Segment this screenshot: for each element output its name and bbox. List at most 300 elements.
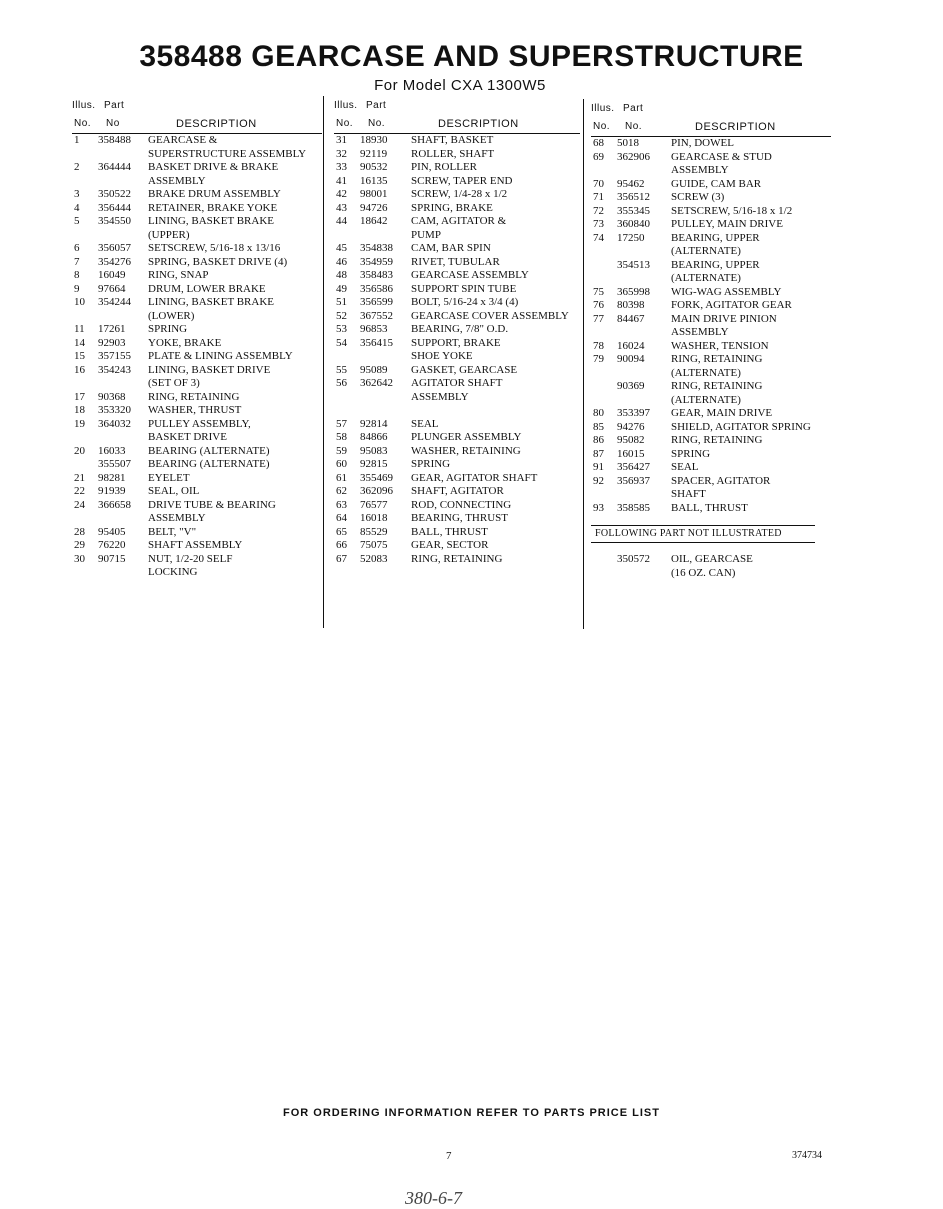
part-number: 356415	[360, 336, 393, 349]
illus-number: 20	[74, 444, 85, 457]
part-number: 364032	[98, 417, 131, 430]
part-description: PLATE & LINING ASSEMBLY	[148, 350, 293, 362]
part-number: 90094	[617, 353, 645, 365]
illus-number: 76	[593, 299, 604, 311]
table-row	[591, 448, 831, 462]
table-row	[72, 445, 322, 459]
column-divider	[323, 96, 324, 628]
part-description: CAM, AGITATOR &	[411, 215, 507, 227]
table-row	[334, 445, 580, 459]
illus-number: 75	[593, 285, 604, 298]
table-row	[591, 434, 831, 448]
part-description: ASSEMBLY	[671, 164, 729, 176]
part-description: CAM, BAR SPIN	[411, 242, 491, 254]
part-number: 95089	[360, 363, 388, 376]
table-row	[334, 215, 580, 229]
table-row	[72, 256, 322, 270]
illus-number: 28	[74, 525, 85, 538]
part-number: 356586	[360, 282, 393, 295]
part-number: 358488	[98, 134, 131, 146]
part-number: 96853	[360, 323, 388, 335]
table-row	[591, 205, 831, 219]
part-description: PLUNGER ASSEMBLY	[411, 431, 522, 443]
illus-number: 53	[336, 323, 347, 335]
part-description: BEARING, THRUST	[411, 512, 508, 524]
table-row	[72, 391, 322, 405]
table-row	[334, 418, 580, 432]
table-row	[72, 526, 322, 540]
illus-number: 55	[336, 363, 347, 376]
table-row	[591, 326, 831, 340]
table-row	[591, 407, 831, 421]
page-subtitle: For Model CXA 1300W5	[374, 77, 546, 94]
part-description: BASKET DRIVE & BRAKE	[148, 161, 279, 173]
part-number: 90369	[617, 380, 645, 392]
table-row	[334, 188, 580, 202]
header-part-no: No	[106, 118, 120, 129]
table-row	[591, 232, 831, 246]
part-number: 354550	[98, 215, 131, 227]
table-row	[72, 472, 322, 486]
part-number: 360840	[617, 218, 650, 230]
table-row	[72, 485, 322, 499]
table-row	[334, 364, 580, 378]
part-number: 90532	[360, 161, 388, 173]
part-number: 355469	[360, 471, 393, 484]
part-description: (SET OF 3)	[148, 377, 200, 389]
part-number: 91939	[98, 485, 126, 497]
table-row	[334, 242, 580, 256]
part-number: 358585	[617, 501, 650, 514]
illus-number: 62	[336, 485, 347, 497]
part-number: 52083	[360, 552, 388, 565]
part-number: 94276	[617, 420, 645, 433]
illus-number: 33	[336, 161, 347, 173]
table-row	[591, 299, 831, 313]
part-description: SUPPORT, BRAKE	[411, 336, 501, 349]
part-description: BOLT, 5/16-24 x 3/4 (4)	[411, 296, 519, 308]
part-description: PUMP	[411, 228, 441, 241]
table-row	[334, 256, 580, 270]
illus-number: 10	[74, 296, 85, 308]
part-number: 362096	[360, 485, 393, 497]
illus-number: 72	[593, 204, 604, 217]
part-number: 356057	[98, 242, 131, 254]
illus-number: 16	[74, 363, 85, 376]
table-row	[72, 539, 322, 553]
table-row	[72, 296, 322, 310]
illus-number: 57	[336, 417, 347, 430]
illus-number: 80	[593, 407, 604, 419]
illus-number: 32	[336, 147, 347, 160]
illus-number: 65	[336, 525, 347, 538]
table-row	[334, 296, 580, 310]
part-description: PIN, ROLLER	[411, 161, 477, 173]
part-description: LOCKING	[148, 566, 198, 578]
table-row	[72, 188, 322, 202]
part-description: MAIN DRIVE PINION	[671, 312, 777, 325]
table-row	[591, 553, 831, 567]
part-number: 16033	[98, 444, 126, 457]
spacer	[591, 543, 831, 553]
illus-number: 69	[593, 150, 604, 163]
parts-list	[72, 134, 322, 580]
part-number: 356427	[617, 461, 650, 473]
table-row	[72, 269, 322, 283]
illus-number: 51	[336, 296, 347, 308]
illus-number: 15	[74, 350, 85, 362]
part-description: (ALTERNATE)	[671, 393, 741, 406]
table-row	[72, 148, 322, 162]
table-row	[72, 283, 322, 297]
illus-number: 52	[336, 309, 347, 322]
part-number: 16018	[360, 512, 388, 524]
table-row	[72, 499, 322, 513]
part-description: ASSEMBLY	[671, 326, 729, 338]
part-description: BRAKE DRUM ASSEMBLY	[148, 188, 281, 200]
part-description: GEARCASE COVER ASSEMBLY	[411, 309, 569, 322]
table-row	[334, 499, 580, 513]
part-number: 367552	[360, 309, 393, 322]
part-number: 76220	[98, 539, 126, 551]
part-description: SHOE YOKE	[411, 350, 473, 362]
part-number: 90368	[98, 390, 126, 403]
illus-number: 31	[336, 134, 347, 146]
table-row	[72, 431, 322, 445]
part-number: 90715	[98, 552, 126, 565]
part-description: (LOWER)	[148, 309, 195, 322]
part-number: 5018	[617, 137, 639, 149]
part-description: RING, RETAINING	[671, 380, 763, 392]
table-row	[334, 391, 580, 405]
part-number: 94726	[360, 201, 388, 214]
table-row	[334, 512, 580, 526]
part-description: RING, RETAINING	[671, 353, 763, 365]
illus-number: 59	[336, 444, 347, 457]
part-number: 364444	[98, 161, 131, 173]
illus-number: 8	[74, 269, 80, 281]
part-description: GASKET, GEARCASE	[411, 363, 518, 376]
part-description: (ALTERNATE)	[671, 272, 741, 284]
illus-number: 78	[593, 339, 604, 352]
part-number: 92815	[360, 458, 388, 470]
header-description: DESCRIPTION	[695, 121, 776, 133]
part-number: 80398	[617, 299, 645, 311]
part-number: 92814	[360, 417, 388, 430]
illus-number: 43	[336, 201, 347, 214]
page-title: 358488 GEARCASE AND SUPERSTRUCTURE	[139, 40, 804, 73]
illus-number: 46	[336, 255, 347, 268]
header-illus-no: No.	[593, 121, 611, 132]
part-number: 356599	[360, 296, 393, 308]
illus-number: 19	[74, 417, 85, 430]
part-number: 85529	[360, 525, 388, 538]
illus-number: 86	[593, 434, 604, 446]
header-illus: Illus.	[72, 100, 96, 111]
part-description: WASHER, RETAINING	[411, 444, 521, 457]
table-row	[334, 161, 580, 175]
column-header	[72, 96, 322, 134]
part-description: (ALTERNATE)	[671, 366, 741, 379]
part-description: SUPERSTRUCTURE ASSEMBLY	[148, 147, 307, 160]
table-row	[72, 350, 322, 364]
column-header	[334, 96, 580, 134]
part-description: SPRING	[671, 447, 711, 460]
illus-number: 73	[593, 218, 604, 230]
table-row	[591, 380, 831, 394]
table-row	[334, 283, 580, 297]
table-row	[591, 259, 831, 273]
part-number: 365998	[617, 285, 650, 298]
header-part-no: No.	[625, 121, 643, 132]
table-row	[591, 475, 831, 489]
illus-number: 87	[593, 447, 604, 460]
illus-number: 1	[74, 134, 80, 146]
header-illus-no: No.	[74, 118, 92, 129]
part-description: SCREW (3)	[671, 191, 725, 203]
part-number: 350572	[617, 553, 650, 565]
table-row	[334, 377, 580, 391]
part-description: SETSCREW, 5/16-18 x 13/16	[148, 242, 281, 254]
part-number: 16135	[360, 174, 388, 187]
part-description: GEAR, SECTOR	[411, 539, 489, 551]
part-number: 17261	[98, 323, 126, 335]
table-row	[334, 148, 580, 162]
part-number: 354243	[98, 363, 131, 376]
table-row	[334, 350, 580, 364]
table-row	[334, 337, 580, 351]
part-description: SCREW, 1/4-28 x 1/2	[411, 188, 508, 200]
illus-number: 9	[74, 282, 80, 295]
table-row	[72, 404, 322, 418]
header-illus: Illus.	[334, 100, 358, 111]
illus-number: 22	[74, 485, 85, 497]
part-number: 354244	[98, 296, 131, 308]
part-description: OIL, GEARCASE	[671, 553, 753, 565]
header-part: Part	[104, 100, 125, 111]
part-number: 353397	[617, 407, 650, 419]
header-description: DESCRIPTION	[176, 118, 257, 130]
header-part: Part	[366, 100, 387, 111]
part-description: ROLLER, SHAFT	[411, 147, 495, 160]
part-description: (UPPER)	[148, 228, 190, 241]
part-description: SHIELD, AGITATOR SPRING	[671, 420, 811, 433]
part-description: SETSCREW, 5/16-18 x 1/2	[671, 204, 793, 217]
table-row	[72, 458, 322, 472]
part-description: GEAR, AGITATOR SHAFT	[411, 471, 538, 484]
part-description: DRIVE TUBE & BEARING	[148, 498, 276, 511]
illus-number: 61	[336, 471, 347, 484]
parts-column-3	[591, 99, 831, 580]
table-row	[72, 175, 322, 189]
part-description: PIN, DOWEL	[671, 137, 734, 149]
table-row	[334, 323, 580, 337]
illus-number: 6	[74, 242, 80, 254]
part-description: GEARCASE &	[148, 134, 218, 146]
table-row	[591, 245, 831, 259]
part-description: (ALTERNATE)	[671, 245, 741, 257]
table-row	[334, 175, 580, 189]
table-row	[334, 539, 580, 553]
part-description: WIG-WAG ASSEMBLY	[671, 285, 782, 298]
part-number: 76577	[360, 498, 388, 511]
table-row	[72, 377, 322, 391]
part-number: 362906	[617, 150, 650, 163]
table-row	[591, 286, 831, 300]
part-number: 355345	[617, 204, 650, 217]
part-number: 353320	[98, 404, 131, 416]
part-description: ASSEMBLY	[148, 174, 206, 187]
illus-number: 60	[336, 458, 347, 470]
parts-column-2	[334, 96, 580, 566]
part-number: 350522	[98, 188, 131, 200]
part-description: LINING, BASKET DRIVE	[148, 363, 271, 376]
part-description: WASHER, THRUST	[148, 404, 242, 416]
table-row	[334, 472, 580, 486]
part-number: 356444	[98, 201, 131, 214]
part-description: GUIDE, CAM BAR	[671, 177, 762, 190]
illus-number: 24	[74, 498, 85, 511]
table-row	[334, 269, 580, 283]
part-number: 95462	[617, 177, 645, 190]
table-row	[72, 323, 322, 337]
table-row	[334, 229, 580, 243]
parts-list-extra	[591, 553, 831, 580]
illus-number: 30	[74, 552, 85, 565]
part-number: 362642	[360, 377, 393, 389]
table-row	[591, 502, 831, 516]
part-description: BEARING, UPPER	[671, 231, 760, 244]
part-description: YOKE, BRAKE	[148, 336, 222, 349]
part-description: SHAFT, BASKET	[411, 134, 494, 146]
table-row	[591, 488, 831, 502]
illus-number: 11	[74, 323, 85, 335]
table-row	[72, 553, 322, 567]
part-number: 92903	[98, 336, 126, 349]
part-number: 98281	[98, 471, 126, 484]
table-row	[72, 202, 322, 216]
part-number: 16049	[98, 269, 126, 281]
table-row	[72, 418, 322, 432]
part-description: (16 OZ. CAN)	[671, 566, 736, 579]
table-row	[591, 178, 831, 192]
part-description: PULLEY ASSEMBLY,	[148, 417, 251, 430]
table-row	[334, 134, 580, 148]
header-illus: Illus.	[591, 103, 615, 114]
part-description: ROD, CONNECTING	[411, 498, 512, 511]
part-number: 84866	[360, 431, 388, 443]
table-row	[591, 461, 831, 475]
illus-number: 92	[593, 474, 604, 487]
table-row	[72, 229, 322, 243]
table-row	[72, 215, 322, 229]
part-number: 354513	[617, 258, 650, 271]
table-row	[72, 310, 322, 324]
part-description: ASSEMBLY	[411, 390, 469, 403]
parts-list	[591, 137, 831, 515]
illus-number: 44	[336, 215, 347, 227]
part-description: PULLEY, MAIN DRIVE	[671, 218, 783, 230]
part-description: BALL, THRUST	[411, 525, 488, 538]
table-row	[72, 337, 322, 351]
part-number: 98001	[360, 188, 388, 200]
illus-number: 56	[336, 377, 347, 389]
part-description: BASKET DRIVE	[148, 431, 227, 443]
part-description: LINING, BASKET BRAKE	[148, 215, 274, 227]
part-description: BEARING (ALTERNATE)	[148, 444, 270, 457]
part-number: 358483	[360, 269, 393, 281]
part-number: 357155	[98, 350, 131, 362]
not-illustrated-note: FOLLOWING PART NOT ILLUSTRATED	[591, 525, 815, 543]
part-number: 356512	[617, 191, 650, 203]
illus-number: 64	[336, 512, 347, 524]
part-number: 354276	[98, 255, 131, 268]
table-row	[334, 431, 580, 445]
part-description: BELT, "V"	[148, 525, 197, 538]
part-description: AGITATOR SHAFT	[411, 377, 503, 389]
parts-list	[334, 134, 580, 566]
part-description: GEAR, MAIN DRIVE	[671, 407, 773, 419]
part-description: LINING, BASKET BRAKE	[148, 296, 274, 308]
table-row	[334, 553, 580, 567]
part-number: 16015	[617, 447, 645, 460]
illus-number: 70	[593, 177, 604, 190]
header-description: DESCRIPTION	[438, 118, 519, 130]
part-description: GEARCASE & STUD	[671, 150, 772, 163]
header-part: Part	[623, 103, 644, 114]
table-row	[72, 566, 322, 580]
table-row	[591, 272, 831, 286]
illus-number: 21	[74, 471, 85, 484]
part-description: SCREW, TAPER END	[411, 174, 513, 187]
part-description: RING, RETAINING	[671, 434, 763, 446]
table-row	[591, 151, 831, 165]
table-row	[334, 485, 580, 499]
illus-number: 91	[593, 461, 604, 473]
illus-number: 85	[593, 420, 604, 433]
illus-number: 67	[336, 552, 347, 565]
document-number: 374734	[792, 1150, 822, 1161]
illus-number: 93	[593, 501, 604, 514]
part-number: 18930	[360, 134, 388, 146]
illus-number: 58	[336, 431, 347, 443]
part-description: SPRING	[411, 458, 451, 470]
parts-column-1	[72, 96, 322, 580]
part-description: EYELET	[148, 471, 190, 484]
part-description: SHAFT ASSEMBLY	[148, 539, 243, 551]
part-description: SPRING	[148, 323, 188, 335]
page-number: 7	[446, 1150, 452, 1162]
table-row	[334, 310, 580, 324]
illus-number: 48	[336, 269, 347, 281]
illus-number: 29	[74, 539, 85, 551]
table-row	[72, 364, 322, 378]
part-description: SUPPORT SPIN TUBE	[411, 282, 517, 295]
part-description: RETAINER, BRAKE YOKE	[148, 201, 278, 214]
table-row	[591, 218, 831, 232]
table-row	[72, 134, 322, 148]
table-row	[72, 242, 322, 256]
illus-number: 41	[336, 174, 347, 187]
illus-number: 71	[593, 191, 604, 203]
part-number: 84467	[617, 312, 645, 325]
part-description: SPRING, BRAKE	[411, 201, 493, 214]
table-row	[72, 512, 322, 526]
part-description: SEAL	[411, 417, 439, 430]
illus-number: 18	[74, 404, 85, 416]
part-description: DRUM, LOWER BRAKE	[148, 282, 266, 295]
part-number: 17250	[617, 231, 645, 244]
